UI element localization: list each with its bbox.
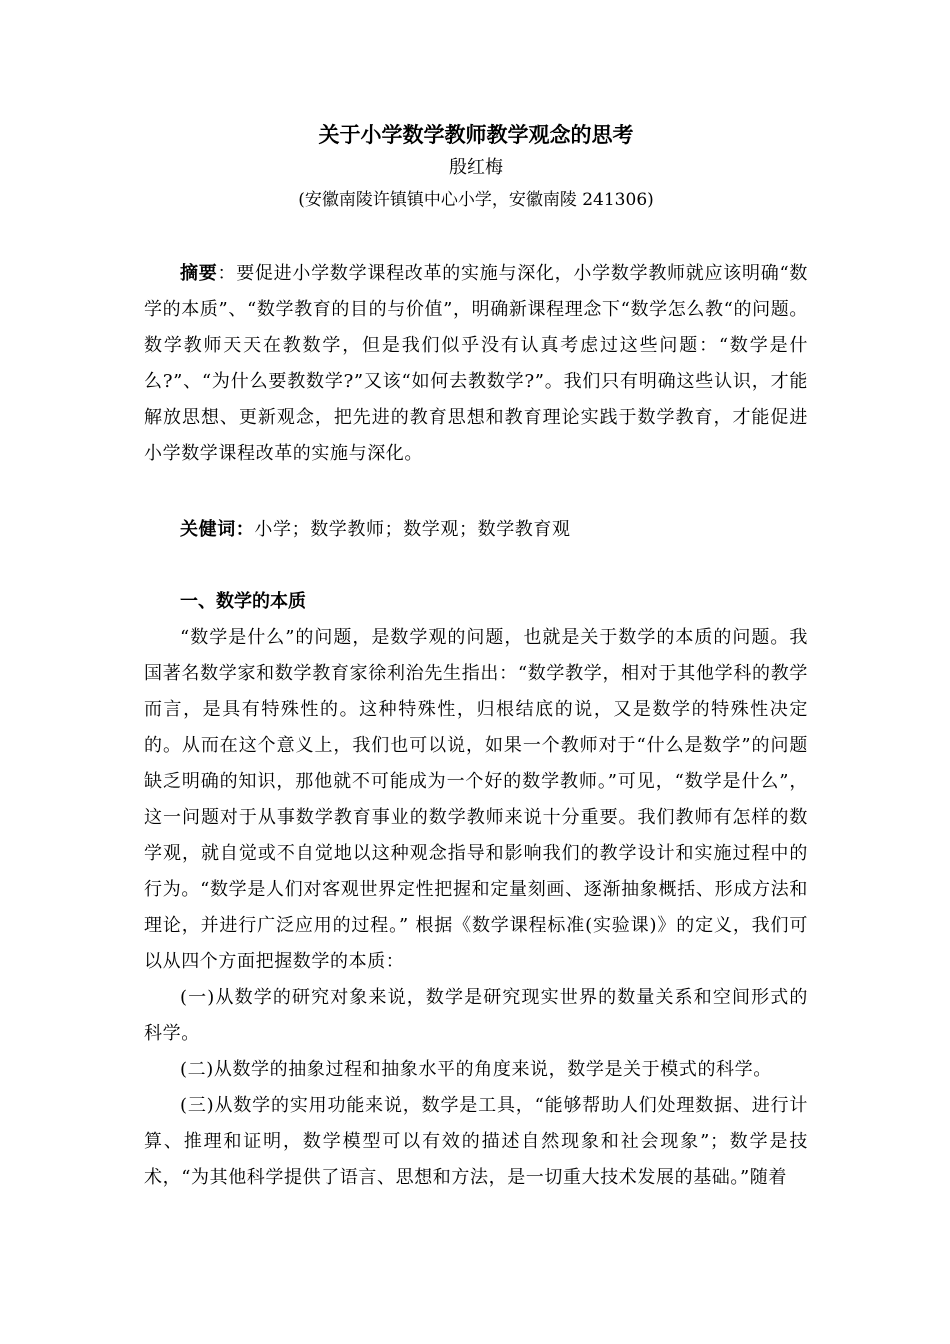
abstract-section — [144, 256, 808, 472]
body-paragraph: “数学是什么”的问题，是数学观的问题，也就是关于数学的本质的问题。我国著名数学家和数学教育家徐利治先生指出：“数学教学，相对于其他学科的教学而言，是具有特殊性的。这种特殊性，归根结底的说，又是数学的特殊性决定的。从而在这个意义上，我们也可以说，如果一个教师对于“什么是数学”的问题缺乏明确的知识，那他就不可能成为一个好的数学教师。”可见，“数学是什么”，这一问题对于从事数学教育事业的数学教师来说十分重要。我们教师有怎样的数学观，就自觉或不自觉地以这种观念指导和影响我们的教学设计和实施过程中的行为。“数学是人们对客观世界定性把握和定量刻画、逐渐抽象概括、形成方法和理论，并进行广泛应用的过程。” 根据《数学课程标准(实验课)》的定义，我们可以从四个方面把握数学的本质： — [144, 627, 808, 972]
abstract-text: 要促进小学数学课程改革的实施与深化，小学数学教师就应该明确“数学的本质”、“数学教育的目的与价值”，明确新课程理念下“数学怎么教“的问题。数学教师天天在教数学，但是我们似乎没有认真考虑过这些问题：“数学是什么?”、“为什么要教数学?”又该“如何去教数学?”。我们只有明确这些认识，才能解放思想、更新观念，把先进的教育思想和教育理论实践于数学教育，才能促进小学数学课程改革的实施与深化。 — [144, 263, 808, 464]
body-paragraph: (三)从数学的实用功能来说，数学是工具，“能够帮助人们处理数据、进行计算、推理和证明，数学模型可以有效的描述自然现象和社会现象”；数学是技术，“为其他科学提供了语言、思想和方法，是一切重大技术发展的基础。”随着 — [144, 1095, 808, 1188]
body-paragraph: (一)从数学的研究对象来说，数学是研究现实世界的数量关系和空间形式的科学。 — [144, 987, 808, 1044]
paper-title: 关于小学数学教师教学观念的思考 — [318, 122, 634, 147]
abstract-paragraph — [144, 256, 808, 472]
abstract-label: 摘要 — [180, 263, 218, 284]
author-name: 殷红梅 — [449, 157, 503, 178]
keywords-text: 小学；数学教师；数学观；数学教育观 — [254, 519, 571, 540]
document-page — [144, 118, 808, 1196]
section-heading: 一、数学的本质 — [180, 591, 306, 612]
keywords-paragraph — [144, 512, 808, 548]
keywords-section — [144, 512, 808, 548]
body-paragraph: (二)从数学的抽象过程和抽象水平的角度来说，数学是关于模式的科学。 — [180, 1059, 772, 1080]
author-affiliation: (安徽南陵许镇镇中心小学，安徽南陵 241306) — [298, 190, 654, 210]
keywords-label: 关健词： — [180, 519, 255, 540]
abstract-separator: ： — [217, 263, 237, 284]
